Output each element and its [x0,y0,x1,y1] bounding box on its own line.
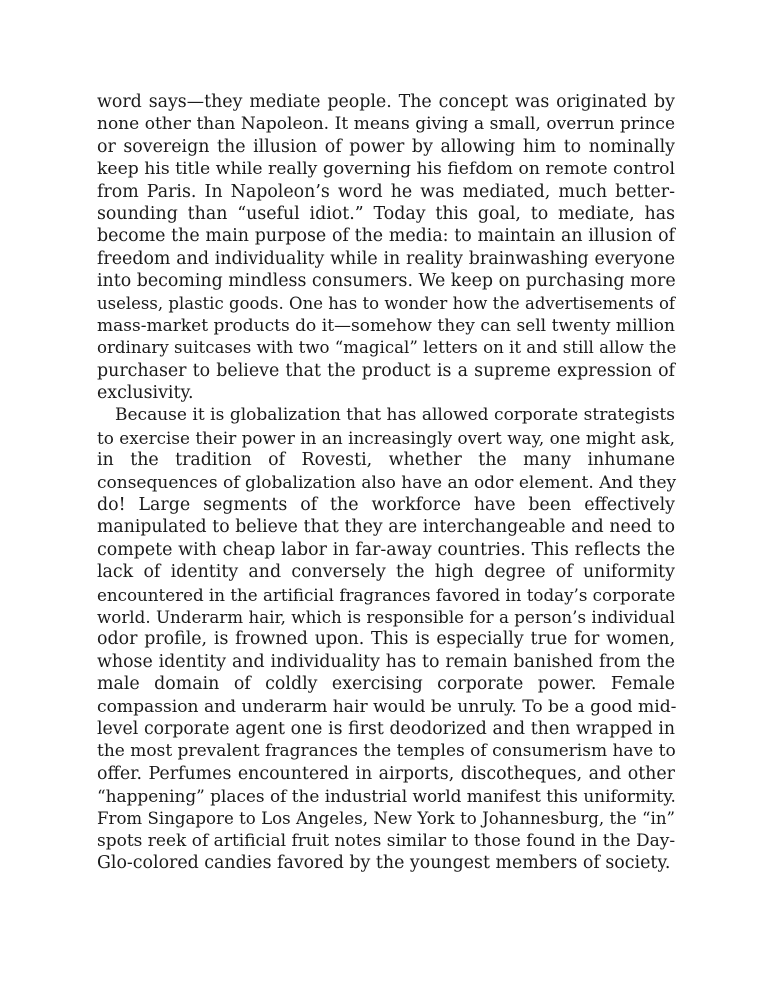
text-line: or sovereign the illusion of power by allowing him to nominally [97,136,675,157]
text-line: sounding than “useful idiot.” Today this goal, to mediate, has [97,203,675,224]
paragraph [97,91,675,404]
text-line: level corporate agent one is first deodorized and then wrapped in [97,718,675,739]
text-line: to exercise their power in an increasingly overt way, one might ask, [97,427,675,448]
text-line: the most prevalent fragrances the temples of consumerism have to [97,741,676,762]
text-line: Glo-colored candies favored by the youngest members of society. [97,853,671,874]
text-line: offer. Perfumes encountered in airports, discotheques, and other [97,763,675,784]
text-line: keep his title while really governing his fiefdom on remote control [97,159,675,180]
text-line: whose identity and individuality has to remain banished from the [97,651,675,672]
text-line: become the main purpose of the media: to maintain an illusion of [97,226,675,247]
text-line: spots reek of artificial fruit notes similar to those found in the Day- [97,830,676,851]
text-line: mass-market products do it—somehow they can sell twenty million [97,315,675,336]
text-line: purchaser to believe that the product is a supreme expression of [97,360,675,381]
text-line: world. Underarm hair, which is responsible for a person’s individual [97,606,675,627]
text-line: exclusivity. [97,383,194,404]
page-body [97,91,675,875]
text-line: From Singapore to Los Angeles, New York to Johannesburg, the “in” [97,808,675,828]
text-line: “happening” places of the industrial world manifest this uniformity. [97,786,676,807]
text-line: into becoming mindless consumers. We keep on purchasing more [97,271,676,292]
text-line: compete with cheap labor in far-away countries. This reflects the [97,539,675,560]
text-line: consequences of globalization also have an odor element. And they [97,472,677,493]
text-line: in the tradition of Rovesti, whether the many inhumane [97,450,675,471]
text-line: do! Large segments of the workforce have been effectively [97,495,675,516]
paragraph [97,404,675,874]
text-line: useless, plastic goods. One has to wonder how the advertisements of [97,293,675,313]
text-line: compassion and underarm hair would be unruly. To be a good mid- [97,696,677,717]
text-line: from Paris. In Napoleon’s word he was mediated, much better- [97,181,675,202]
text-line: male domain of coldly exercising corporate power. Female [97,674,675,695]
text-line: word says—they mediate people. The concept was originated by [97,92,675,112]
text-line: ordinary suitcases with two “magical” letters on it and still allow the [97,338,677,358]
text-line: odor profile, is frowned upon. This is especially true for women, [97,629,675,650]
text-line: encountered in the artificial fragrances favored in today’s corporate [97,584,676,605]
text-line: lack of identity and conversely the high degree of uniformity [97,562,675,583]
text-line: freedom and individuality while in reality brainwashing everyone [97,248,675,269]
text-line: manipulated to believe that they are interchangeable and need to [97,517,675,538]
text-line: Because it is globalization that has allowed corporate strategists [115,405,675,426]
text-line: none other than Napoleon. It means giving a small, overrun prince [97,114,675,135]
